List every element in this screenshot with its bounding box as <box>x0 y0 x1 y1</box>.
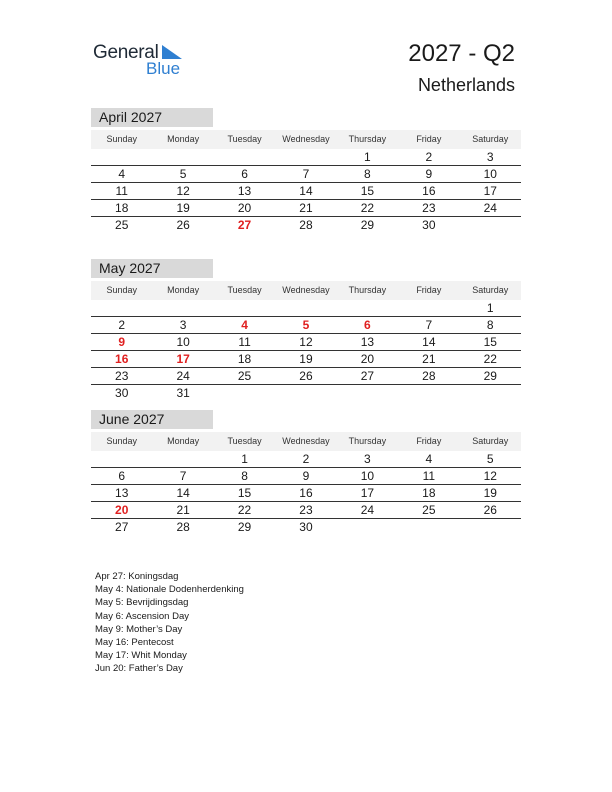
date-cell: 23 <box>115 369 129 383</box>
date-cell: 19 <box>176 201 190 215</box>
date-cell: 23 <box>422 201 436 215</box>
date-cell: 13 <box>360 335 375 349</box>
date-cell: 3 <box>364 452 371 466</box>
week-row <box>91 351 521 368</box>
holiday-date-cell: 5 <box>302 318 310 332</box>
date-cell: 14 <box>176 486 190 500</box>
holiday-date-cell: 27 <box>237 218 252 232</box>
weekday-label: Saturday <box>472 436 509 446</box>
week-row <box>91 183 521 200</box>
date-cell <box>91 149 152 165</box>
week-row <box>91 519 521 536</box>
date-cell <box>214 300 275 316</box>
week-row <box>91 317 521 334</box>
date-cell <box>275 385 336 402</box>
holiday-date-cell: 4 <box>241 318 248 332</box>
weekday-label: Saturday <box>472 134 509 144</box>
date-cell: 14 <box>422 335 436 349</box>
week-row <box>91 300 521 317</box>
date-cell: 29 <box>483 369 497 383</box>
holiday-entry: May 17: Whit Monday <box>95 650 187 662</box>
date-cell: 20 <box>237 201 252 215</box>
date-cell: 4 <box>425 452 433 466</box>
date-cell: 8 <box>486 318 494 332</box>
weekday-label: Wednesday <box>282 134 330 144</box>
date-cell <box>460 519 521 536</box>
date-cell: 27 <box>115 520 129 534</box>
holiday-entry: May 16: Pentecost <box>95 637 174 649</box>
date-cell: 11 <box>238 335 251 349</box>
date-cell: 9 <box>425 167 433 181</box>
page-title: 2027 - Q2 <box>408 40 515 67</box>
date-cell: 7 <box>179 469 187 483</box>
holiday-date-cell: 6 <box>364 318 371 332</box>
date-cell: 3 <box>486 150 494 164</box>
weekday-label: Tuesday <box>227 285 262 295</box>
date-cell: 20 <box>360 352 375 366</box>
date-cell: 17 <box>483 184 497 198</box>
weekday-label: Wednesday <box>282 436 330 446</box>
weekday-label: Tuesday <box>227 134 262 144</box>
weekday-label: Saturday <box>472 285 509 295</box>
date-cell: 16 <box>422 184 436 198</box>
weekday-label: Friday <box>416 134 442 144</box>
month-label: May 2027 <box>91 259 213 278</box>
date-cell: 29 <box>360 218 375 232</box>
week-row <box>91 485 521 502</box>
date-cell: 14 <box>299 184 313 198</box>
week-row <box>91 149 521 166</box>
date-cell: 22 <box>360 201 375 215</box>
week-row <box>91 451 521 468</box>
date-cell: 8 <box>364 167 371 181</box>
weekday-label: Thursday <box>348 436 387 446</box>
month-april <box>91 108 521 234</box>
weekday-label: Monday <box>167 134 200 144</box>
weekday-header <box>91 432 521 451</box>
date-cell: 15 <box>237 486 252 500</box>
date-cell: 28 <box>422 369 436 383</box>
date-cell: 4 <box>118 167 126 181</box>
weekday-label: Sunday <box>106 134 137 144</box>
date-cell: 25 <box>115 218 129 232</box>
date-cell: 1 <box>486 301 494 315</box>
weekday-label: Sunday <box>106 436 137 446</box>
date-cell <box>337 300 398 316</box>
weekday-label: Sunday <box>106 285 137 295</box>
date-cell: 6 <box>118 469 126 483</box>
holiday-entry: May 4: Nationale Dodenherdenking <box>95 584 244 596</box>
date-cell: 11 <box>115 184 128 198</box>
weekday-label: Wednesday <box>282 285 330 295</box>
date-cell: 13 <box>115 486 129 500</box>
week-row <box>91 502 521 519</box>
date-cell <box>337 519 398 536</box>
date-cell: 8 <box>241 469 248 483</box>
holiday-entry: May 5: Bevrijdingsdag <box>95 597 189 609</box>
date-cell <box>152 451 213 467</box>
month-label: April 2027 <box>91 108 213 127</box>
date-cell: 30 <box>422 218 436 232</box>
date-cell: 10 <box>360 469 375 483</box>
date-cell: 21 <box>299 201 313 215</box>
holiday-entry: May 9: Mother’s Day <box>95 623 183 635</box>
date-cell: 11 <box>422 469 436 483</box>
weekday-label: Tuesday <box>227 436 262 446</box>
date-cell: 10 <box>483 167 497 181</box>
date-cell: 7 <box>302 167 310 181</box>
date-cell: 7 <box>425 318 433 332</box>
date-cell <box>460 217 521 234</box>
country-name: Netherlands <box>417 75 515 95</box>
date-cell: 19 <box>483 486 497 500</box>
date-cell: 12 <box>483 469 497 483</box>
month-label: June 2027 <box>91 410 213 429</box>
date-cell <box>398 519 459 536</box>
date-cell <box>398 385 459 402</box>
date-cell: 2 <box>118 318 126 332</box>
logo-text-general: General <box>93 42 159 63</box>
weekday-header <box>91 281 521 300</box>
holiday-date-cell: 17 <box>176 352 190 366</box>
date-cell: 13 <box>237 184 252 198</box>
date-cell: 24 <box>483 201 497 215</box>
date-cell: 2 <box>425 150 433 164</box>
date-cell: 30 <box>299 520 313 534</box>
holiday-date-cell: 9 <box>118 335 126 349</box>
date-cell <box>398 300 459 316</box>
date-cell: 21 <box>176 503 190 517</box>
month-may <box>91 259 521 402</box>
date-cell: 18 <box>115 201 129 215</box>
date-cell <box>91 451 152 467</box>
date-cell: 12 <box>299 335 313 349</box>
date-cell: 22 <box>483 352 497 366</box>
date-cell <box>214 149 275 165</box>
week-row <box>91 334 521 351</box>
date-cell: 15 <box>360 184 375 198</box>
date-cell: 19 <box>299 352 313 366</box>
week-row <box>91 217 521 234</box>
date-cell: 5 <box>486 452 494 466</box>
date-cell: 18 <box>237 352 252 366</box>
holiday-date-cell: 20 <box>115 503 129 517</box>
holiday-entry: May 6: Ascension Day <box>95 610 189 622</box>
date-cell: 28 <box>299 218 313 232</box>
date-cell: 15 <box>483 335 497 349</box>
date-cell: 29 <box>237 520 252 534</box>
date-cell: 26 <box>299 369 313 383</box>
date-cell <box>152 300 213 316</box>
date-cell <box>152 149 213 165</box>
date-cell <box>337 385 398 402</box>
holiday-date-cell: 16 <box>115 352 129 366</box>
date-cell: 28 <box>176 520 190 534</box>
date-cell: 21 <box>422 352 436 366</box>
date-cell: 24 <box>176 369 190 383</box>
weekday-label: Thursday <box>348 285 387 295</box>
weekday-label: Monday <box>167 436 200 446</box>
weekday-label: Thursday <box>348 134 387 144</box>
date-cell <box>91 300 152 316</box>
date-cell <box>275 149 336 165</box>
date-cell: 10 <box>176 335 190 349</box>
date-cell: 17 <box>360 486 375 500</box>
date-cell: 26 <box>176 218 190 232</box>
date-cell: 26 <box>483 503 497 517</box>
week-row <box>91 368 521 385</box>
holiday-entry: Apr 27: Koningsdag <box>95 571 179 582</box>
date-cell <box>460 385 521 402</box>
date-cell <box>214 385 275 402</box>
weekday-header <box>91 130 521 149</box>
week-row <box>91 200 521 217</box>
week-row <box>91 468 521 485</box>
generalblue-logo <box>93 40 193 80</box>
date-cell: 31 <box>176 386 190 400</box>
date-cell: 25 <box>422 503 436 517</box>
date-cell: 5 <box>179 167 187 181</box>
date-cell: 27 <box>360 369 375 383</box>
date-cell <box>275 300 336 316</box>
date-cell: 1 <box>364 150 371 164</box>
date-cell: 1 <box>241 452 248 466</box>
date-cell: 24 <box>360 503 375 517</box>
month-june <box>91 410 521 536</box>
date-cell: 23 <box>299 503 313 517</box>
date-cell: 18 <box>422 486 436 500</box>
date-cell: 12 <box>176 184 190 198</box>
week-row <box>91 385 521 402</box>
weekday-label: Friday <box>416 285 442 295</box>
weekday-label: Friday <box>416 436 442 446</box>
date-cell: 6 <box>241 167 248 181</box>
weekday-label: Monday <box>167 285 200 295</box>
holiday-list <box>95 570 244 676</box>
date-cell: 22 <box>237 503 252 517</box>
date-cell: 9 <box>302 469 310 483</box>
holiday-entry: Jun 20: Father’s Day <box>95 663 183 675</box>
date-cell: 25 <box>237 369 252 383</box>
date-cell: 30 <box>115 386 129 400</box>
date-cell: 16 <box>299 486 313 500</box>
date-cell: 2 <box>302 452 310 466</box>
week-row <box>91 166 521 183</box>
date-cell: 3 <box>179 318 187 332</box>
logo-triangle-icon <box>162 45 182 59</box>
logo-text-blue: Blue <box>146 59 181 78</box>
